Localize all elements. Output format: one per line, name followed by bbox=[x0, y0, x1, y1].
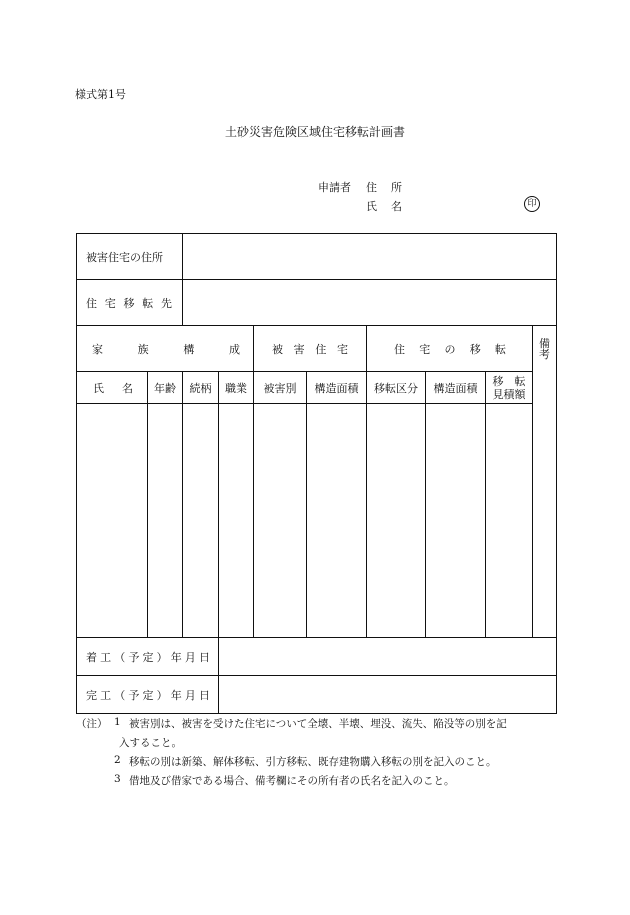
notes-prefix: （注） bbox=[76, 718, 108, 730]
char: 宅 bbox=[104, 296, 116, 310]
col-occupation-header: 職業 bbox=[225, 381, 247, 395]
char: 定 bbox=[142, 688, 154, 702]
note-3-text: 借地及び借家である場合、備考欄にその所有者の氏名を記入のこと。 bbox=[129, 775, 455, 787]
char: 年 bbox=[170, 688, 182, 702]
name-label-char-2: 名 bbox=[391, 200, 402, 213]
char: 家 bbox=[92, 342, 103, 356]
damaged-address-field[interactable] bbox=[183, 234, 556, 279]
char: 宅 bbox=[336, 342, 348, 356]
note-1-text-cont: 入すること。 bbox=[119, 737, 182, 749]
completion-date-field[interactable] bbox=[219, 676, 556, 713]
char: 着 bbox=[86, 650, 97, 664]
seal-mark: 印 bbox=[524, 196, 540, 212]
note-1-text: 被害別は、被害を受けた住宅について全壊、半壊、埋没、流失、陥没等の別を記 bbox=[129, 718, 507, 730]
col-age-header: 年齢 bbox=[154, 381, 176, 395]
char: 予 bbox=[128, 688, 140, 702]
char: 被 bbox=[272, 342, 283, 356]
char: 害 bbox=[293, 342, 305, 356]
estimate-line-2: 見積額 bbox=[492, 387, 526, 401]
char: 日 bbox=[199, 650, 210, 664]
char: 成 bbox=[228, 342, 240, 356]
note-2-text: 移転の別は新築、解体移転、引方移転、既存建物購入移転の別を記入のこと。 bbox=[129, 756, 497, 768]
relocation-destination-label bbox=[86, 280, 172, 325]
address-label-char-2: 所 bbox=[391, 181, 402, 194]
char: 日 bbox=[199, 688, 210, 702]
char: 族 bbox=[137, 342, 149, 356]
char: 予 bbox=[128, 650, 140, 664]
char: 工 bbox=[100, 688, 112, 702]
note-2-number: 2 bbox=[114, 754, 121, 766]
form-number: 様式第1号 bbox=[75, 88, 126, 101]
char: 構 bbox=[183, 342, 195, 356]
family-composition-header bbox=[92, 326, 240, 371]
start-date-field[interactable] bbox=[219, 638, 556, 675]
col-structure-area-header: 構造面積 bbox=[314, 381, 359, 395]
char: 移 bbox=[469, 342, 481, 356]
char: 住 bbox=[394, 342, 405, 356]
char: の bbox=[444, 342, 456, 356]
char: 完 bbox=[86, 688, 97, 702]
start-date-label bbox=[86, 638, 210, 675]
col-relation-header: 続柄 bbox=[189, 381, 212, 395]
note-1-number: 1 bbox=[114, 716, 121, 728]
char: 先 bbox=[161, 296, 172, 310]
remarks-entry-area[interactable] bbox=[533, 372, 556, 637]
char: ） bbox=[156, 688, 168, 702]
col-name-header bbox=[93, 372, 133, 403]
char: 年 bbox=[170, 650, 182, 664]
char: 移 bbox=[123, 296, 135, 310]
char: 月 bbox=[184, 688, 196, 702]
char: 住 bbox=[315, 342, 327, 356]
char: 備 bbox=[539, 336, 550, 350]
col-estimate-header bbox=[486, 372, 532, 403]
note-3-number: 3 bbox=[114, 773, 121, 785]
char: （ bbox=[114, 650, 126, 664]
col-structure-area-header-2: 構造面積 bbox=[433, 381, 478, 395]
estimate-line-1: 移 転 bbox=[492, 374, 526, 388]
family-entry-area[interactable] bbox=[77, 404, 532, 637]
damaged-house-header bbox=[272, 326, 348, 371]
col-relocation-type-header: 移転区分 bbox=[374, 381, 418, 395]
house-relocation-header bbox=[394, 326, 506, 371]
col-damage-type-header: 被害別 bbox=[263, 381, 297, 395]
address-label-char-1: 住 bbox=[366, 181, 377, 194]
remarks-header bbox=[533, 326, 556, 371]
completion-date-label bbox=[86, 676, 210, 713]
char: 転 bbox=[495, 342, 506, 356]
char: ） bbox=[156, 650, 168, 664]
char: 名 bbox=[122, 381, 133, 395]
char: 考 bbox=[539, 347, 550, 361]
char: 工 bbox=[100, 650, 112, 664]
char: 宅 bbox=[419, 342, 431, 356]
applicant-label: 申請者 bbox=[318, 181, 351, 194]
document-title: 土砂災害危険区域住宅移転計画書 bbox=[224, 125, 405, 139]
name-label-char-1: 氏 bbox=[366, 200, 377, 213]
relocation-destination-field[interactable] bbox=[183, 280, 556, 325]
char: 転 bbox=[142, 296, 154, 310]
char: 月 bbox=[184, 650, 196, 664]
char: 氏 bbox=[93, 381, 104, 395]
char: 住 bbox=[86, 296, 97, 310]
char: （ bbox=[114, 688, 126, 702]
char: 定 bbox=[142, 650, 154, 664]
damaged-address-label: 被害住宅の住所 bbox=[86, 250, 163, 264]
